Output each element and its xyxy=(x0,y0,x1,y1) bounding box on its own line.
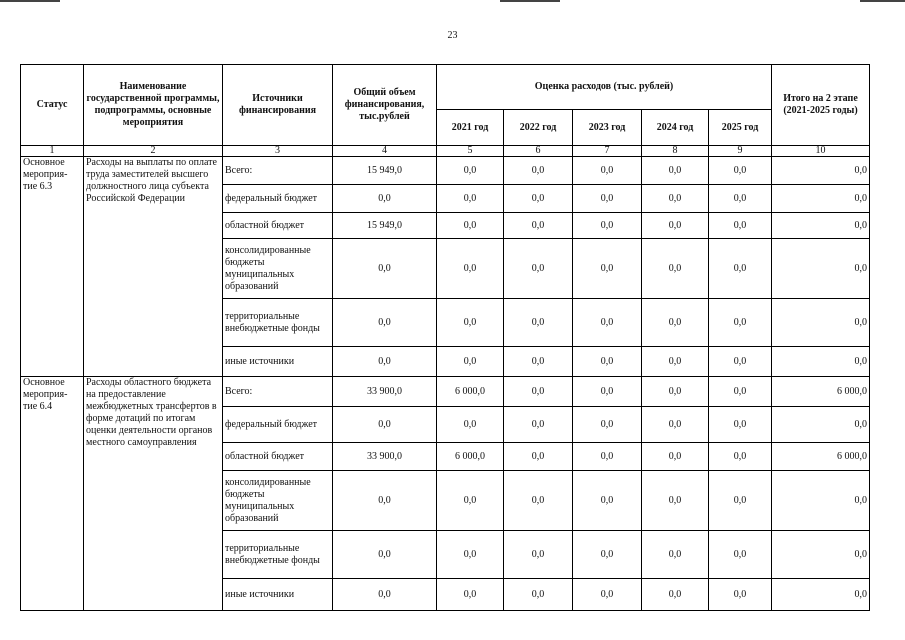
stage-total-cell: 0,0 xyxy=(772,347,870,377)
year-value-cell: 0,0 xyxy=(709,299,772,347)
year-value-cell: 0,0 xyxy=(642,239,709,299)
stage-total-cell: 0,0 xyxy=(772,213,870,239)
stage-total-cell: 0,0 xyxy=(772,471,870,531)
year-value-cell: 0,0 xyxy=(642,157,709,185)
year-value-cell: 0,0 xyxy=(642,299,709,347)
total-cell: 0,0 xyxy=(333,185,437,213)
year-value-cell: 0,0 xyxy=(573,299,642,347)
column-number-row xyxy=(21,146,870,157)
year-value-cell: 0,0 xyxy=(504,579,573,611)
column-number: 4 xyxy=(333,146,437,157)
year-value-cell: 0,0 xyxy=(437,157,504,185)
total-cell: 0,0 xyxy=(333,579,437,611)
year-value-cell: 0,0 xyxy=(709,471,772,531)
year-value-cell: 0,0 xyxy=(437,579,504,611)
year-value-cell: 0,0 xyxy=(573,471,642,531)
column-number: 8 xyxy=(642,146,709,157)
source-cell: Всего: xyxy=(223,157,333,185)
year-value-cell: 0,0 xyxy=(573,579,642,611)
header-sources: Источники финансирования xyxy=(223,65,333,146)
year-value-cell: 0,0 xyxy=(437,239,504,299)
year-value-cell: 0,0 xyxy=(573,407,642,443)
source-cell: федеральный бюджет xyxy=(223,185,333,213)
header-estimate: Оценка расходов (тыс. рублей) xyxy=(437,65,772,110)
stage-total-cell: 6 000,0 xyxy=(772,377,870,407)
year-value-cell: 0,0 xyxy=(709,185,772,213)
column-number: 3 xyxy=(223,146,333,157)
year-value-cell: 0,0 xyxy=(642,443,709,471)
year-value-cell: 0,0 xyxy=(709,407,772,443)
total-cell: 0,0 xyxy=(333,407,437,443)
column-number: 6 xyxy=(504,146,573,157)
column-number: 5 xyxy=(437,146,504,157)
year-value-cell: 0,0 xyxy=(709,347,772,377)
financing-table xyxy=(20,64,870,611)
column-number: 1 xyxy=(21,146,84,157)
year-value-cell: 0,0 xyxy=(709,443,772,471)
year-value-cell: 0,0 xyxy=(504,185,573,213)
year-value-cell: 0,0 xyxy=(573,377,642,407)
year-value-cell: 0,0 xyxy=(437,185,504,213)
header-year: 2022 год xyxy=(504,110,573,146)
year-value-cell: 6 000,0 xyxy=(437,377,504,407)
year-value-cell: 0,0 xyxy=(573,531,642,579)
year-value-cell: 0,0 xyxy=(573,347,642,377)
year-value-cell: 0,0 xyxy=(437,407,504,443)
top-border-mid xyxy=(500,0,560,2)
year-value-cell: 0,0 xyxy=(642,185,709,213)
stage-total-cell: 0,0 xyxy=(772,157,870,185)
total-cell: 0,0 xyxy=(333,471,437,531)
year-value-cell: 0,0 xyxy=(504,213,573,239)
year-value-cell: 0,0 xyxy=(709,213,772,239)
year-value-cell: 0,0 xyxy=(642,531,709,579)
year-value-cell: 6 000,0 xyxy=(437,443,504,471)
header-year: 2023 год xyxy=(573,110,642,146)
year-value-cell: 0,0 xyxy=(642,407,709,443)
stage-total-cell: 0,0 xyxy=(772,239,870,299)
year-value-cell: 0,0 xyxy=(709,531,772,579)
year-value-cell: 0,0 xyxy=(504,347,573,377)
year-value-cell: 0,0 xyxy=(642,347,709,377)
page-number: 23 xyxy=(447,30,458,41)
column-number: 10 xyxy=(772,146,870,157)
total-cell: 15 949,0 xyxy=(333,213,437,239)
source-cell: областной бюджет xyxy=(223,443,333,471)
year-value-cell: 0,0 xyxy=(504,407,573,443)
year-value-cell: 0,0 xyxy=(437,213,504,239)
column-number: 7 xyxy=(573,146,642,157)
table-body xyxy=(21,157,870,611)
year-value-cell: 0,0 xyxy=(504,239,573,299)
year-value-cell: 0,0 xyxy=(642,579,709,611)
year-value-cell: 0,0 xyxy=(437,299,504,347)
year-value-cell: 0,0 xyxy=(642,213,709,239)
year-value-cell: 0,0 xyxy=(642,471,709,531)
total-cell: 0,0 xyxy=(333,239,437,299)
header-name: Наименование государственной программы, подпрограммы, основные мероприятия xyxy=(84,65,223,146)
year-value-cell: 0,0 xyxy=(709,239,772,299)
source-cell: Всего: xyxy=(223,377,333,407)
measure-name-cell: Расходы областного бюджета на предоставление межбюджетных трансфертов в форме дотаций по итогам оценки деятельности органов местного самоуправления xyxy=(84,377,223,611)
stage-total-cell: 0,0 xyxy=(772,299,870,347)
status-cell: Основное мероприя-тие 6.4 xyxy=(21,377,84,611)
year-value-cell: 0,0 xyxy=(504,443,573,471)
year-value-cell: 0,0 xyxy=(642,377,709,407)
table-row xyxy=(21,377,870,407)
year-value-cell: 0,0 xyxy=(709,157,772,185)
source-cell: иные источники xyxy=(223,579,333,611)
source-cell: областной бюджет xyxy=(223,213,333,239)
year-value-cell: 0,0 xyxy=(504,531,573,579)
total-cell: 0,0 xyxy=(333,299,437,347)
year-value-cell: 0,0 xyxy=(573,213,642,239)
year-value-cell: 0,0 xyxy=(437,531,504,579)
year-value-cell: 0,0 xyxy=(573,239,642,299)
total-cell: 0,0 xyxy=(333,531,437,579)
total-cell: 0,0 xyxy=(333,347,437,377)
source-cell: территориальные внебюджетные фонды xyxy=(223,299,333,347)
source-cell: территориальные внебюджетные фонды xyxy=(223,531,333,579)
stage-total-cell: 0,0 xyxy=(772,531,870,579)
stage-total-cell: 0,0 xyxy=(772,185,870,213)
header-year: 2024 год xyxy=(642,110,709,146)
header-status: Статус xyxy=(21,65,84,146)
total-cell: 33 900,0 xyxy=(333,377,437,407)
year-value-cell: 0,0 xyxy=(709,579,772,611)
stage-total-cell: 6 000,0 xyxy=(772,443,870,471)
total-cell: 15 949,0 xyxy=(333,157,437,185)
source-cell: консолидированные бюджеты муниципальных образований xyxy=(223,471,333,531)
header-stage-total: Итого на 2 этапе (2021-2025 годы) xyxy=(772,65,870,146)
status-cell: Основное мероприя-тие 6.3 xyxy=(21,157,84,377)
stage-total-cell: 0,0 xyxy=(772,407,870,443)
source-cell: иные источники xyxy=(223,347,333,377)
top-border-left xyxy=(0,0,60,2)
top-border-right xyxy=(860,0,905,2)
year-value-cell: 0,0 xyxy=(573,185,642,213)
year-value-cell: 0,0 xyxy=(709,377,772,407)
source-cell: консолидированные бюджеты муниципальных образований xyxy=(223,239,333,299)
year-value-cell: 0,0 xyxy=(437,347,504,377)
year-value-cell: 0,0 xyxy=(504,299,573,347)
year-value-cell: 0,0 xyxy=(437,471,504,531)
column-number: 2 xyxy=(84,146,223,157)
year-value-cell: 0,0 xyxy=(504,157,573,185)
total-cell: 33 900,0 xyxy=(333,443,437,471)
source-cell: федеральный бюджет xyxy=(223,407,333,443)
year-value-cell: 0,0 xyxy=(504,471,573,531)
year-value-cell: 0,0 xyxy=(504,377,573,407)
header-total: Общий объем финансирования, тыс.рублей xyxy=(333,65,437,146)
header-year: 2021 год xyxy=(437,110,504,146)
table-row xyxy=(21,157,870,185)
column-number: 9 xyxy=(709,146,772,157)
stage-total-cell: 0,0 xyxy=(772,579,870,611)
header-year: 2025 год xyxy=(709,110,772,146)
year-value-cell: 0,0 xyxy=(573,443,642,471)
year-value-cell: 0,0 xyxy=(573,157,642,185)
measure-name-cell: Расходы на выплаты по оплате труда заместителей высшего должностного лица субъекта Российской Федерации xyxy=(84,157,223,377)
